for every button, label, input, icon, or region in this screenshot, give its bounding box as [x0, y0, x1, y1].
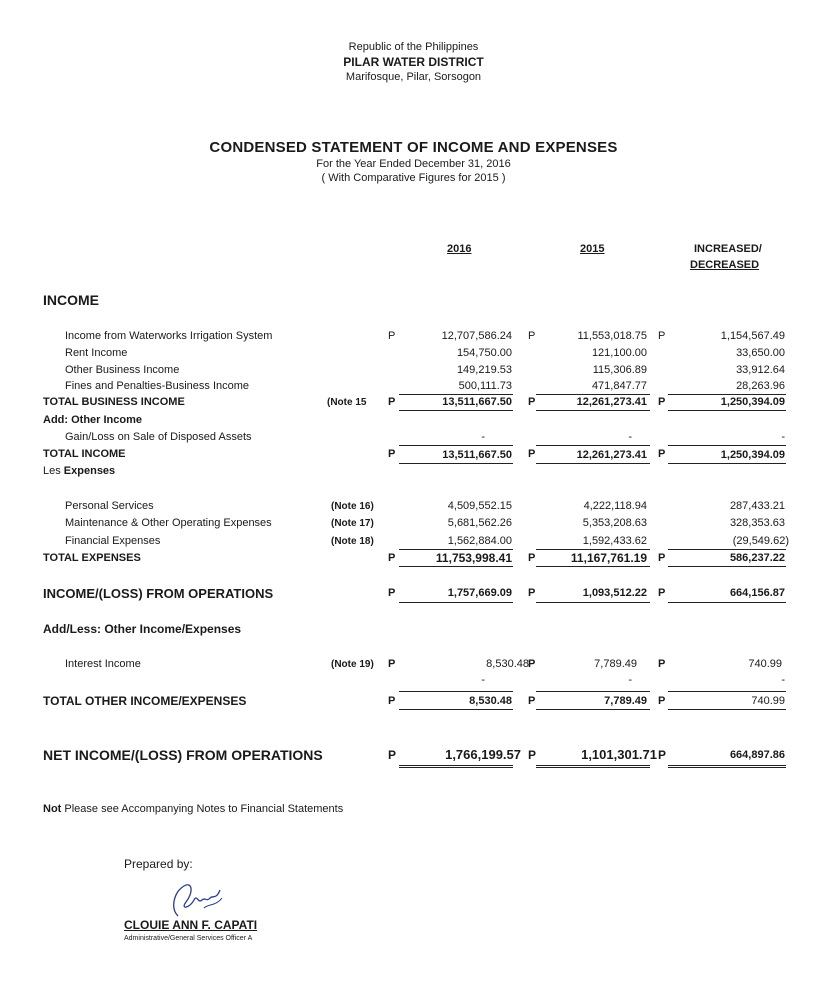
value-2016: -	[481, 674, 485, 686]
col-header-diff-2: DECREASED	[690, 259, 760, 271]
row-label: TOTAL BUSINESS INCOME	[43, 396, 185, 408]
col-header-2016: 2016	[447, 243, 472, 255]
value-diff: 287,433.21	[729, 500, 785, 512]
row-label: TOTAL OTHER INCOME/EXPENSES	[43, 694, 247, 708]
peso-sign: P	[658, 396, 666, 408]
value-diff: 33,912.64	[736, 364, 785, 376]
value-diff: 1,154,567.49	[720, 330, 785, 342]
value-2015: 11,553,018.75	[577, 330, 647, 342]
rule	[536, 602, 650, 603]
peso-sign: P	[658, 448, 666, 460]
peso-sign: P	[388, 552, 396, 564]
note-ref: (Note 16)	[331, 501, 374, 512]
row-label: TOTAL INCOME	[43, 448, 126, 460]
peso-sign: P	[528, 396, 536, 408]
value-2016: 4,509,552.15	[447, 500, 512, 512]
peso-sign: P	[388, 330, 396, 342]
peso-sign: P	[388, 748, 397, 762]
rule	[536, 549, 650, 550]
value-2015: 4,222,118.94	[583, 500, 647, 512]
preparer-name: CLOUIE ANN F. CAPATI	[124, 918, 258, 932]
peso-sign: P	[528, 658, 536, 670]
value-diff: 664,897.86	[729, 749, 785, 761]
value-2016: 11,753,998.41	[435, 551, 512, 565]
rule	[668, 602, 786, 603]
value-diff: -	[781, 431, 785, 443]
row-label: Financial Expenses	[65, 535, 161, 547]
row-label: Gain/Loss on Sale of Disposed Assets	[65, 431, 252, 443]
rule	[536, 709, 650, 710]
peso-sign: P	[528, 330, 536, 342]
expenses-heading-rest: Expenses	[60, 465, 116, 477]
peso-sign: P	[388, 448, 396, 460]
peso-sign: P	[388, 695, 396, 707]
value-diff: 33,650.00	[736, 347, 785, 359]
value-diff: 1,250,394.09	[720, 449, 785, 461]
value-diff: -	[781, 674, 785, 686]
rule	[668, 463, 786, 464]
rule	[399, 709, 513, 710]
note-ref: (Note 17)	[331, 518, 374, 529]
value-2015: 1,592,433.62	[582, 535, 647, 547]
rule	[668, 709, 786, 710]
row-label: Maintenance & Other Operating Expenses	[65, 517, 272, 529]
peso-sign: P	[658, 658, 666, 670]
value-2015: 11,167,761.19	[570, 551, 647, 565]
value-diff: 740.99	[751, 695, 785, 707]
note-ref: (Note 15	[327, 397, 367, 408]
value-2015: 121,100.00	[591, 347, 647, 359]
rule	[399, 765, 513, 766]
rule	[399, 566, 513, 567]
value-2015: 471,847.77	[591, 380, 647, 392]
peso-sign: P	[658, 330, 666, 342]
peso-sign: P	[388, 587, 396, 599]
value-2016: 1,757,669.09	[447, 587, 512, 599]
row-label: Other Business Income	[65, 364, 180, 376]
value-diff: 740.99	[748, 658, 782, 670]
value-2016: 8,530.48	[486, 658, 529, 670]
peso-sign: P	[658, 587, 666, 599]
footnote	[43, 803, 343, 815]
row-label: NET INCOME/(LOSS) FROM OPERATIONS	[43, 747, 323, 763]
rule	[536, 394, 650, 395]
note-ref: (Note 18)	[331, 536, 374, 547]
rule	[536, 765, 650, 766]
value-2015: 7,789.49	[594, 658, 637, 670]
rule	[668, 549, 786, 550]
rule	[536, 410, 650, 411]
row-label: Rent Income	[65, 347, 128, 359]
peso-sign: P	[528, 552, 536, 564]
prepared-by-label: Prepared by:	[124, 857, 193, 871]
value-2016: 1,562,884.00	[447, 535, 512, 547]
rule	[536, 767, 650, 768]
rule	[668, 410, 786, 411]
value-2016: 154,750.00	[456, 347, 512, 359]
value-diff: 586,237.22	[729, 552, 785, 564]
value-2015: 7,789.49	[604, 695, 647, 707]
value-2015: 12,261,273.41	[576, 449, 647, 461]
rule	[668, 566, 786, 567]
other-income-heading: Add: Other Income	[43, 414, 143, 426]
peso-sign: P	[658, 552, 666, 564]
value-diff: 664,156.87	[729, 587, 785, 599]
rule	[399, 410, 513, 411]
row-label: Interest Income	[65, 658, 141, 670]
peso-sign: P	[528, 748, 537, 762]
rule	[668, 767, 786, 768]
peso-sign: P	[388, 658, 396, 670]
value-2015: 12,261,273.41	[576, 396, 647, 408]
org-name: PILAR WATER DISTRICT	[343, 55, 484, 69]
peso-sign: P	[528, 587, 536, 599]
value-diff: 1,250,394.09	[720, 396, 785, 408]
value-diff: (29,549.62)	[732, 535, 789, 547]
rule	[536, 566, 650, 567]
value-2016: 13,511,667.50	[442, 396, 512, 408]
value-2016: 1,766,199.57	[445, 747, 521, 762]
value-2016: 13,511,667.50	[442, 449, 512, 461]
republic-line: Republic of the Philippines	[348, 41, 479, 53]
row-label: Income from Waterworks Irrigation System	[65, 330, 273, 342]
rule	[399, 549, 513, 550]
footnote-prefix: Not	[43, 803, 62, 815]
statement-period: For the Year Ended December 31, 2016	[316, 158, 511, 170]
value-diff: 328,353.63	[729, 517, 785, 529]
value-2016: 149,219.53	[456, 364, 512, 376]
col-header-2015: 2015	[580, 243, 605, 255]
rule	[399, 767, 513, 768]
org-address: Marifosque, Pilar, Sorsogon	[345, 71, 482, 83]
value-2015: 1,093,512.22	[582, 587, 647, 599]
row-label: Fines and Penalties-Business Income	[65, 380, 250, 392]
footnote-text: Please see Accompanying Notes to Financial Statements	[61, 803, 344, 815]
value-2016: -	[481, 431, 485, 443]
expenses-heading	[43, 465, 115, 477]
expenses-heading-prefix: Les	[43, 465, 61, 477]
peso-sign: P	[658, 695, 666, 707]
rule	[668, 445, 786, 446]
income-heading: INCOME	[43, 292, 99, 308]
peso-sign: P	[528, 695, 536, 707]
note-ref: (Note 19)	[331, 659, 374, 670]
peso-sign: P	[388, 396, 396, 408]
value-2015: 115,306.89	[592, 364, 647, 376]
statement-title: CONDENSED STATEMENT OF INCOME AND EXPENSES	[209, 139, 618, 156]
value-diff: 28,263.96	[736, 380, 785, 392]
rule	[536, 463, 650, 464]
peso-sign: P	[528, 448, 536, 460]
value-2015: -	[628, 431, 632, 443]
rule	[399, 445, 513, 446]
row-label: TOTAL EXPENSES	[43, 552, 141, 564]
col-header-diff-1: INCREASED/	[694, 243, 762, 255]
value-2016: 12,707,586.24	[441, 330, 512, 342]
peso-sign: P	[658, 748, 667, 762]
rule	[399, 463, 513, 464]
rule	[668, 691, 786, 692]
row-label: Personal Services	[65, 500, 154, 512]
other-heading: Add/Less: Other Income/Expenses	[43, 622, 242, 636]
rule	[536, 445, 650, 446]
value-2016: 500,111.73	[458, 380, 512, 392]
rule	[399, 602, 513, 603]
value-2015: 5,353,208.63	[582, 517, 647, 529]
row-label: INCOME/(LOSS) FROM OPERATIONS	[43, 586, 274, 601]
value-2016: 5,681,562.26	[447, 517, 512, 529]
rule	[399, 691, 513, 692]
value-2015: 1,101,301.71	[581, 747, 657, 762]
rule	[668, 765, 786, 766]
rule	[399, 394, 513, 395]
rule	[536, 691, 650, 692]
value-2016: 8,530.48	[469, 695, 512, 707]
rule	[668, 394, 786, 395]
statement-comparative: ( With Comparative Figures for 2015 )	[321, 172, 506, 184]
preparer-position: Administrative/General Services Officer A	[124, 935, 253, 942]
value-2015: -	[628, 674, 632, 686]
